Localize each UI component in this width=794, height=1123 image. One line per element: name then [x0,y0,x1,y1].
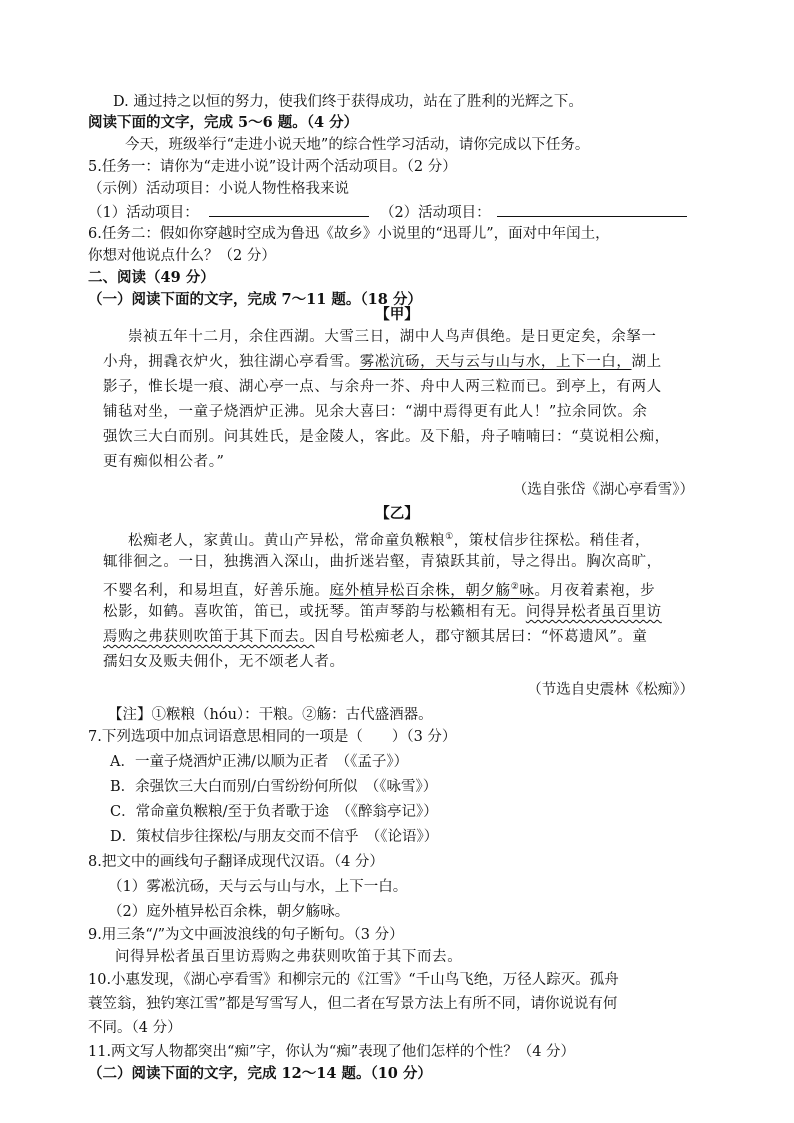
passage-yi-line1: 松痴老人，家黄山。黄山产异松，常命童负糇粮①，策杖信步往探松。稍佳者， [128,532,651,549]
question-8: 8.把文中的画线句子翻译成现代汉语。（4 分） [88,854,384,870]
question-6-line1: 6.任务二：假如你穿越时空成为鲁迅《故乡》小说里的“迅哥儿”，面对中年闰土， [88,226,610,242]
question-5: 5.任务一：请你为“走进小说”设计两个活动项目。（2 分） [88,159,457,175]
footnote-1-marker: ① [445,532,454,542]
activity-2-blank[interactable] [497,202,687,217]
passage-yi-line5: 焉购之弗获则吹笛于其下而去。因自号松痴老人，郡守额其居曰：“怀葛遗风”。童 [103,629,648,645]
question-8-item-2: （2）庭外植异松百余株，朝夕觞咏。 [108,904,350,920]
underlined-sentence-1: 雾凇沆砀，天与云与山与水，上下一白， [359,354,632,370]
question-7-option-c[interactable]: C．常命童负糇粮/至于负者歌于途 （《醉翁亭记》） [110,804,438,820]
passage-yi-line6: 孺妇女及贩夫佣仆，无不颂老人者。 [103,654,345,670]
question-7-option-b[interactable]: B．余强饮三大白而别/白雪纷纷何所似 （《咏雪》） [110,779,438,795]
passage-jia-line1: 崇祯五年十二月，余住西湖。大雪三日，湖中人鸟声俱绝。是日更定矣，余拏一 [128,329,657,345]
question-10-line1: 10.小惠发现，《湖心亭看雪》和柳宗元的《江雪》“千山鸟飞绝，万径人踪灭。孤舟 [88,972,619,988]
question-9: 9.用三条“/”为文中画波浪线的句子断句。（3 分） [88,927,404,943]
question-9-sentence: 问得异松者虽百里访焉购之弗获则吹笛于其下而去。 [115,949,463,965]
option-d-line: D. 通过持之以恒的努力，使我们终于获得成功，站在了胜利的光辉之下。 [113,94,583,110]
passage-jia-line3: 影子，惟长堤一痕、湖心亭一点、与余舟一芥、舟中人两三粒而已。到亭上，有两人 [103,379,662,395]
passage-yi-line4: 松影，如鹤。喜吹笛，笛已，或抚琴。笛声琴韵与松籁相有无。问得异松者虽百里访 [103,604,662,620]
passage-jia-line5: 强饮三大白而别。问其姓氏，是金陵人，客此。及下船，舟子喃喃曰：“莫说相公痴， [103,429,670,445]
passage-yi-title: 【乙】 [375,505,419,522]
passage-yi-source: （节选自史震林《松痴》） [527,682,694,698]
activity-intro: 今天，班级举行“走进小说天地”的综合性学习活动，请你完成以下任务。 [125,137,590,153]
footnote-2-marker: ② [510,582,520,592]
passage-jia-line6: 更有痴似相公者。” [103,454,225,470]
activity-1-label: （1）活动项目： [88,205,199,221]
annotation-note: 【注】①糇粮（hóu）：干粮。②觞：古代盛酒器。 [108,707,433,723]
underlined-sentence-2: 庭外植异松百余株，朝夕觞②咏 [329,582,535,599]
passage-jia-source: （选自张岱《湖心亭看雪》） [512,482,694,498]
activity-2-label: （2）活动项目： [379,205,491,221]
passage-yi-line2: 辄徘徊之。一日，独携酒入深山，曲折迷岩壑，青猿跃其前，导之得出。胸次高旷， [103,554,662,570]
subsection-2-heading: （二）阅读下面的文字，完成 12～14 题。（10 分） [88,1065,432,1082]
question-8-item-1: （1）雾凇沆砀，天与云与山与水，上下一白。 [108,879,408,895]
wavy-sentence-part1: 问得异松者虽百里访 [525,604,662,620]
question-10-line3: 不同。（4 分） [88,1020,182,1036]
passage-jia-line4: 铺毡对坐，一童子烧酒炉正沸。见余大喜曰：“湖中焉得更有此人！”拉余同饮。余 [103,404,648,420]
question-7-option-d[interactable]: D．策杖信步往探松/与朋友交而不信乎 （《论语》） [110,829,439,845]
subsection-1-heading: （一）阅读下面的文字，完成 7～11 题。（18 分） [88,291,422,308]
question-7: 7.下列选项中加点词语意思相同的一项是（ ）（3 分） [88,729,457,745]
passage-jia-title: 【甲】 [375,306,419,323]
question-11: 11.两文写人物都突出“痴”字，你认为“痴”表现了他们怎样的个性？（4 分） [88,1044,576,1060]
activity-1-blank[interactable] [209,202,369,217]
reading-instruction-5-6: 阅读下面的文字，完成 5～6 题。（4 分） [88,114,359,131]
passage-jia-line2: 小舟，拥毳衣炉火，独往湖心亭看雪。雾凇沆砀，天与云与山与水，上下一白，湖上 [103,354,662,370]
wavy-sentence-part2: 焉购之弗获则吹笛于其下而去。 [103,629,315,645]
passage-yi-line3: 不婴名利，和易坦直，好善乐施。庭外植异松百余株，朝夕觞②咏。月夜着素袍，步 [103,582,656,599]
activity-answer-row [88,202,687,223]
question-10-line2: 蓑笠翁，独钓寒江雪”都是写雪写人，但二者在写景方法上有所不同，请你说说有何 [88,996,618,1012]
example-line: （示例）活动项目：小说人物性格我来说 [88,181,349,197]
question-6-line2: 你想对他说点什么？（2 分） [88,248,276,264]
section-2-heading: 二、阅读（49 分） [88,269,215,286]
question-7-option-a[interactable]: A．一童子烧酒炉正沸/以顺为正者 （《孟子》） [110,754,409,770]
